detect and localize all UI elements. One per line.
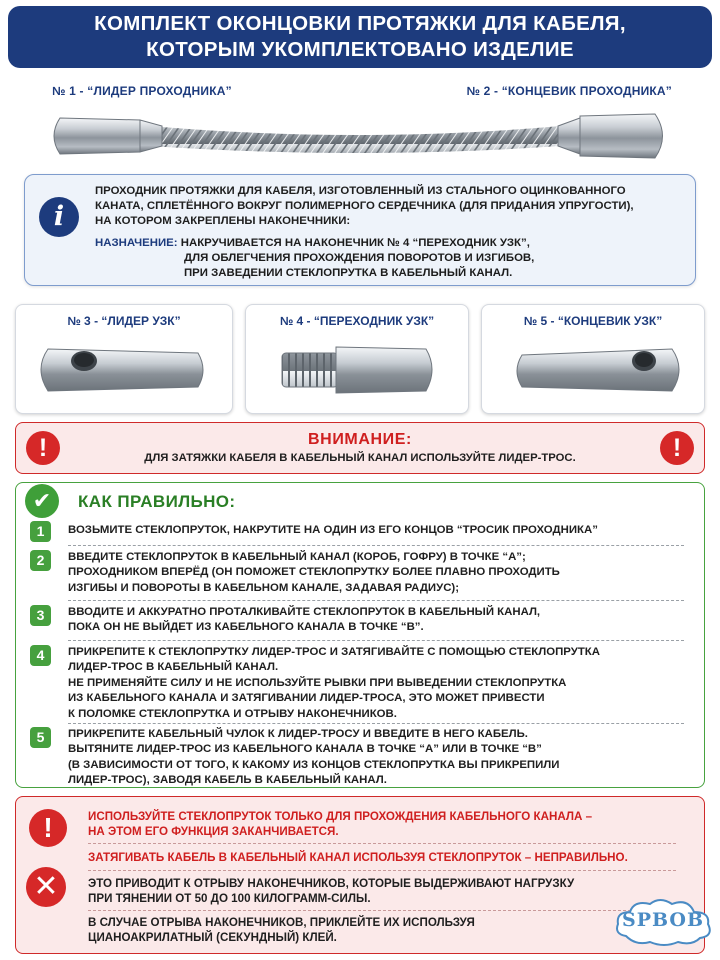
info-description: ПРОХОДНИК ПРОТЯЖКИ ДЛЯ КАБЕЛЯ, ИЗГОТОВЛЕННЫЙ ИЗ СТАЛЬНОГО ОЦИНКОВАННОГО КАНАТА, СПЛЕТЁННОГО ВОКРУГ ПОЛИМЕРНОГО СЕРДЕЧНИКА (ДЛЯ ПРИДАНИЯ УПРУГОСТИ), НА КОТОРОМ ЗАКРЕПЛЕНЫ НАКОНЕЧНИКИ: — [95, 185, 634, 228]
step-text: ВВОДИТЕ И АККУРАТНО ПРОТАЛКИВАЙТЕ СТЕКЛОПРУТОК В КАБЕЛЬНЫЙ КАНАЛ, ПОКА ОН НЕ ВЫЙДЕТ ИЗ КАБЕЛЬНОГО КАНАЛА В ТОЧКЕ “В”. — [68, 606, 541, 634]
brand-logo — [612, 896, 714, 948]
right-way-title: КАК ПРАВИЛЬНО: — [78, 492, 236, 511]
check-icon: ✔ — [25, 484, 59, 518]
part-caption: № 3 - “ЛИДЕР УЗК” — [67, 314, 181, 328]
info-purpose: НАЗНАЧЕНИЕ: НАКРУЧИВАЕТСЯ НА НАКОНЕЧНИК № 4 “ПЕРЕХОДНИК УЗК”, ДЛЯ ОБЛЕГЧЕНИЯ ПРОХОЖДЕНИЯ ПОВОРОТОВ И ИЗГИБОВ, ПРИ ЗАВЕДЕНИИ СТЕКЛОПРУТКА В КАБЕЛЬНЫЙ КАНАЛ. — [95, 237, 535, 280]
wrong-way-note: ИСПОЛЬЗУЙТЕ СТЕКЛОПРУТОК ТОЛЬКО ДЛЯ ПРОХОЖДЕНИЯ КАБЕЛЬНОГО КАНАЛА – НА ЭТОМ ЕГО ФУНКЦИЯ ЗАКАНЧИВАЕТСЯ. — [88, 810, 593, 839]
step-text: ВВЕДИТЕ СТЕКЛОПРУТОК В КАБЕЛЬНЫЙ КАНАЛ (КОРОБ, ГОФРУ) В ТОЧКЕ “А”; ПРОХОДНИКОМ ВПЕРЁД (ОН ПОМОЖЕТ СТЕКЛОПРУТКУ БОЛЕЕ ПЛАВНО ПРОХОДИТЬ ИЗГИБЫ И ПОВОРОТЫ В КАБЕЛЬНОМ КАНАЛЕ, ЗАДАВАЯ РАДИУС); — [68, 551, 560, 594]
part-card-adapter-uzk — [245, 304, 469, 414]
wrong-way-note: ЗАТЯГИВАТЬ КАБЕЛЬ В КАБЕЛЬНЫЙ КАНАЛ ИСПОЛЬЗУЯ СТЕКЛОПРУТОК – НЕПРАВИЛЬНО. — [88, 851, 628, 864]
cable-end-caption: № 2 - “КОНЦЕВИК ПРОХОДНИКА” — [466, 84, 672, 98]
cable-end-tip — [558, 114, 663, 158]
cable-illustration — [40, 100, 680, 170]
wrong-way-note: В СЛУЧАЕ ОТРЫВА НАКОНЕЧНИКОВ, ПРИКЛЕЙТЕ ИХ ИСПОЛЬЗУЯ ЦИАНОАКРИЛАТНЫЙ (СЕКУНДНЫЙ) КЛЕЙ. — [88, 916, 475, 945]
step-number: 1 — [30, 521, 51, 542]
step-text: ПРИКРЕПИТЕ К СТЕКЛОПРУТКУ ЛИДЕР-ТРОС И ЗАТЯГИВАЙТЕ С ПОМОЩЬЮ СТЕКЛОПРУТКА ЛИДЕР-ТРОС В КАБЕЛЬНЫЙ КАНАЛ. НЕ ПРИМЕНЯЙТЕ СИЛУ И НЕ ИСПОЛЬЗУЙТЕ РЫВКИ ПРИ ВЫВЕДЕНИИ СТЕКЛОПРУТКА ИЗ КАБЕЛЬНОГО КАНАЛА И ЗАТЯГИВАНИИ ЛИДЕР-ТРОСА, ЭТО МОЖЕТ ПРИВЕСТИ К ПОЛОМКЕ СТЕКЛОПРУТКА И ОТРЫВУ НАКОНЕЧНИКОВ. — [68, 646, 600, 720]
step-text: ПРИКРЕПИТЕ КАБЕЛЬНЫЙ ЧУЛОК К ЛИДЕР-ТРОСУ И ВВЕДИТЕ В НЕГО КАБЕЛЬ. ВЫТЯНИТЕ ЛИДЕР-ТРОС ИЗ КАБЕЛЬНОГО КАНАЛА В ТОЧКЕ “А” ИЛИ В ТОЧКЕ “В” (В ЗАВИСИМОСТИ ОТ ТОГО, К КАКОМУ ИЗ КОНЦОВ СТЕКЛОПРУТКА ВЫ ПРИКРЕПИЛИ ЛИДЕР-ТРОС), ЗАВОДЯ КАБЕЛЬ В КАБЕЛЬНЫЙ КАНАЛ. — [68, 728, 560, 787]
step-divider — [68, 640, 684, 641]
page-header — [8, 6, 712, 68]
cable-leader-tip — [54, 118, 162, 154]
part-caption: № 4 - “ПЕРЕХОДНИК УЗК” — [279, 314, 435, 328]
step-number: 3 — [30, 605, 51, 626]
alert-icon: ! — [29, 809, 67, 847]
wrong-way-note: ЭТО ПРИВОДИТ К ОТРЫВУ НАКОНЕЧНИКОВ, КОТОРЫЕ ВЫДЕРЖИВАЮТ НАГРУЗКУ ПРИ ТЯНЕНИИ ОТ 50 ДО 100 КИЛОГРАММ-СИЛЫ. — [88, 877, 575, 906]
cable-info-box — [24, 174, 696, 286]
warning-box — [15, 422, 705, 474]
steel-rope — [150, 126, 560, 153]
leader-uzk-image — [16, 331, 234, 411]
end-uzk-image — [482, 331, 706, 411]
wrong-way-box — [15, 796, 705, 954]
step-number: 4 — [30, 645, 51, 666]
warning-text: ДЛЯ ЗАТЯЖКИ КАБЕЛЯ В КАБЕЛЬНЫЙ КАНАЛ ИСПОЛЬЗУЙТЕ ЛИДЕР-ТРОС. — [144, 452, 576, 464]
note-divider — [88, 870, 676, 871]
note-divider — [88, 843, 676, 844]
step-text: ВОЗЬМИТЕ СТЕКЛОПРУТОК, НАКРУТИТЕ НА ОДИН ИЗ ЕГО КОНЦОВ “ТРОСИК ПРОХОДНИКА” — [68, 524, 598, 536]
adapter-uzk-image — [246, 331, 470, 411]
note-divider — [88, 910, 676, 911]
right-way-box — [15, 482, 705, 788]
part-card-end-uzk — [481, 304, 705, 414]
purpose-label: НАЗНАЧЕНИЕ: — [95, 237, 178, 249]
cross-icon: ✕ — [26, 867, 66, 907]
part-caption: № 5 - “КОНЦЕВИК УЗК” — [523, 314, 663, 328]
step-number: 2 — [30, 550, 51, 571]
alert-icon: ! — [26, 431, 60, 465]
alert-icon: ! — [660, 431, 694, 465]
step-divider — [68, 545, 684, 546]
header-title-line-1: КОМПЛЕКТ ОКОНЦОВКИ ПРОТЯЖКИ ДЛЯ КАБЕЛЯ, — [94, 12, 626, 35]
step-divider — [68, 723, 684, 724]
header-title-line-2: КОТОРЫМ УКОМПЛЕКТОВАНО ИЗДЕЛИЕ — [146, 38, 574, 61]
warning-title: ВНИМАНИЕ: — [308, 431, 412, 448]
part-card-leader-uzk — [15, 304, 233, 414]
cable-leader-caption: № 1 - “ЛИДЕР ПРОХОДНИКА” — [52, 84, 232, 98]
info-icon: i — [39, 197, 79, 237]
step-divider — [68, 600, 684, 601]
step-number: 5 — [30, 727, 51, 748]
logo-text: SPBOB — [621, 909, 705, 931]
